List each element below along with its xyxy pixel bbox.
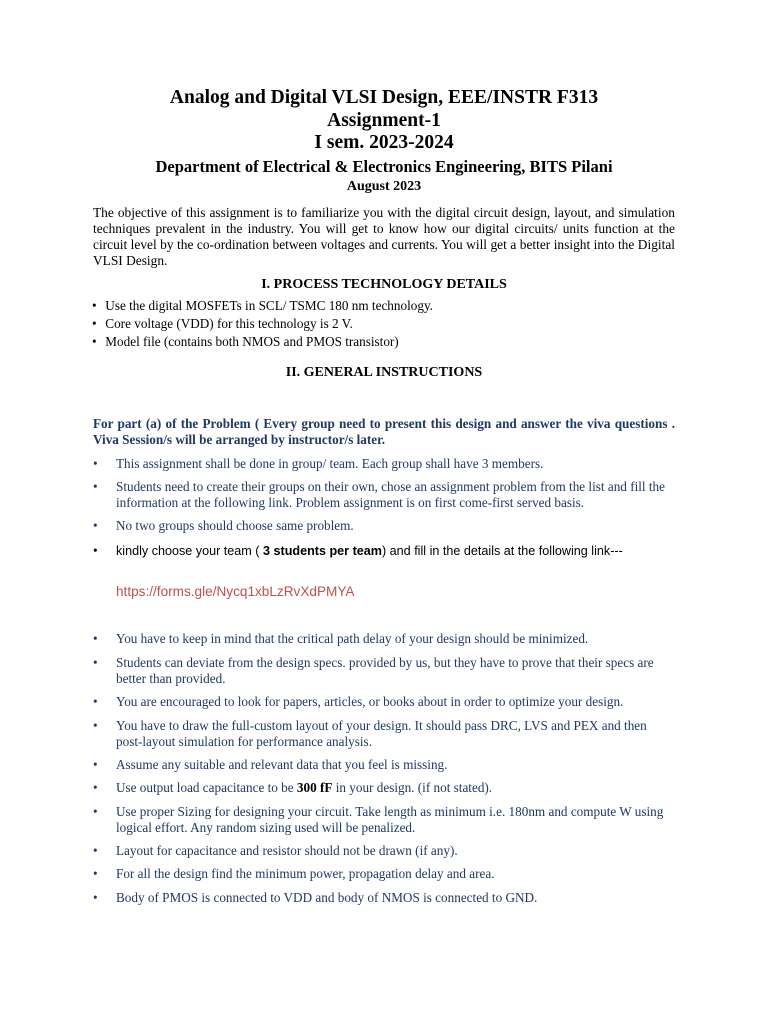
list-item-text: You have to draw the full-custom layout of your design. It should pass DRC, LVS and PEX and then post-layout simulation for performance analysis.	[116, 718, 647, 749]
team-line-suffix: ) and fill in the details at the following link---	[381, 544, 623, 558]
list-item	[93, 890, 675, 906]
list-item-text: For all the design find the minimum power, propagation delay and area.	[116, 866, 495, 881]
list-item	[92, 315, 433, 333]
section-heading-process: I. PROCESS TECHNOLOGY DETAILS	[261, 277, 507, 292]
list-item-text: Assume any suitable and relevant data that you feel is missing.	[116, 757, 448, 772]
department-title: Department of Electrical & Electronics Engineering, BITS Pilani	[155, 157, 613, 176]
load-value: 300 fF	[296, 780, 333, 795]
intro-paragraph: The objective of this assignment is to familiarize you with the digital circuit design, layout, and simulation techniques prevalent in the industry. You will get to know how our digital circuits/ units function at the circuit level by the co-ordination between voltages and currents. You will get a better insight into the Digital VLSI Design.	[93, 205, 675, 268]
bullet-icon: •	[93, 890, 98, 905]
part-a-note: For part (a) of the Problem ( Every group need to present this design and answer the viva questions . Viva Session/s will be arranged by instructor/s later.	[93, 416, 675, 447]
list-item-text: No two groups should choose same problem.	[116, 518, 354, 533]
bullet-icon: •	[93, 456, 98, 471]
list-item-text: Use the digital MOSFETs in SCL/ TSMC 180 nm technology.	[105, 298, 433, 313]
list-item	[93, 631, 675, 647]
bullet-icon: •	[93, 655, 98, 670]
list-item-text: Use proper Sizing for designing your circuit. Take length as minimum i.e. 180nm and compute W using logical effort. Any random sizing used will be penalized.	[116, 804, 664, 835]
bullet-icon: •	[93, 780, 98, 795]
list-item	[93, 780, 675, 796]
bullet-icon: •	[92, 316, 97, 331]
process-bullet-list	[92, 297, 433, 351]
team-line	[116, 543, 675, 559]
bullet-icon: •	[93, 757, 98, 772]
assignment-title: Assignment-1	[327, 110, 441, 131]
section-heading-instructions: II. GENERAL INSTRUCTIONS	[285, 365, 483, 380]
team-size: 3 students per team	[263, 544, 382, 558]
bullet-icon: •	[92, 298, 97, 313]
list-item	[93, 757, 675, 773]
title-block	[0, 86, 768, 196]
bullet-icon: •	[93, 518, 98, 533]
team-line-prefix: kindly choose your team (	[116, 544, 263, 558]
load-line	[116, 780, 675, 796]
bullet-icon: •	[93, 866, 98, 881]
list-item	[93, 543, 675, 559]
list-item-text: Students need to create their groups on their own, chose an assignment problem from the list and fill the information at the following link. Problem assignment is on first come-first served basis.	[116, 479, 665, 510]
list-item-text: Core voltage (VDD) for this technology is 2 V.	[105, 316, 353, 331]
bullet-icon: •	[92, 334, 97, 349]
semester-title: I sem. 2023-2024	[314, 132, 454, 153]
bullet-icon: •	[93, 718, 98, 733]
list-item	[93, 456, 675, 472]
bullet-icon: •	[93, 479, 98, 494]
list-item	[93, 718, 675, 750]
bullet-icon: •	[93, 804, 98, 819]
bullet-icon: •	[93, 843, 98, 858]
bullet-icon: •	[93, 631, 98, 646]
list-item-text: Model file (contains both NMOS and PMOS transistor)	[105, 334, 399, 349]
list-item-text: You are encouraged to look for papers, articles, or books about in order to optimize your design.	[116, 694, 624, 709]
list-item	[93, 843, 675, 859]
list-item	[93, 694, 675, 710]
bullet-icon: •	[93, 694, 98, 709]
list-item	[93, 866, 675, 882]
list-item	[93, 804, 675, 836]
list-item-text: You have to keep in mind that the critical path delay of your design should be minimized.	[116, 631, 589, 646]
list-item-text: Layout for capacitance and resistor should not be drawn (if any).	[116, 843, 458, 858]
load-line-suffix: in your design. (if not stated).	[332, 780, 493, 795]
list-item	[93, 655, 675, 687]
list-item	[93, 479, 675, 511]
list-item	[93, 518, 675, 534]
google-form-link[interactable]: https://forms.gle/Nycq1xbLzRvXdPMYA	[116, 584, 355, 599]
load-line-prefix: Use output load capacitance to be	[116, 780, 297, 795]
course-title: Analog and Digital VLSI Design, EEE/INSTR F313	[169, 87, 599, 108]
date-line: August 2023	[346, 179, 422, 194]
bullet-icon: •	[93, 543, 98, 558]
list-item	[92, 297, 433, 315]
list-item-text: This assignment shall be done in group/ team. Each group shall have 3 members.	[116, 456, 544, 471]
list-item-text: Students can deviate from the design specs. provided by us, but they have to prove that their specs are better than provided.	[116, 655, 654, 686]
list-item-text: Body of PMOS is connected to VDD and body of NMOS is connected to GND.	[116, 890, 538, 905]
list-item	[92, 333, 433, 351]
